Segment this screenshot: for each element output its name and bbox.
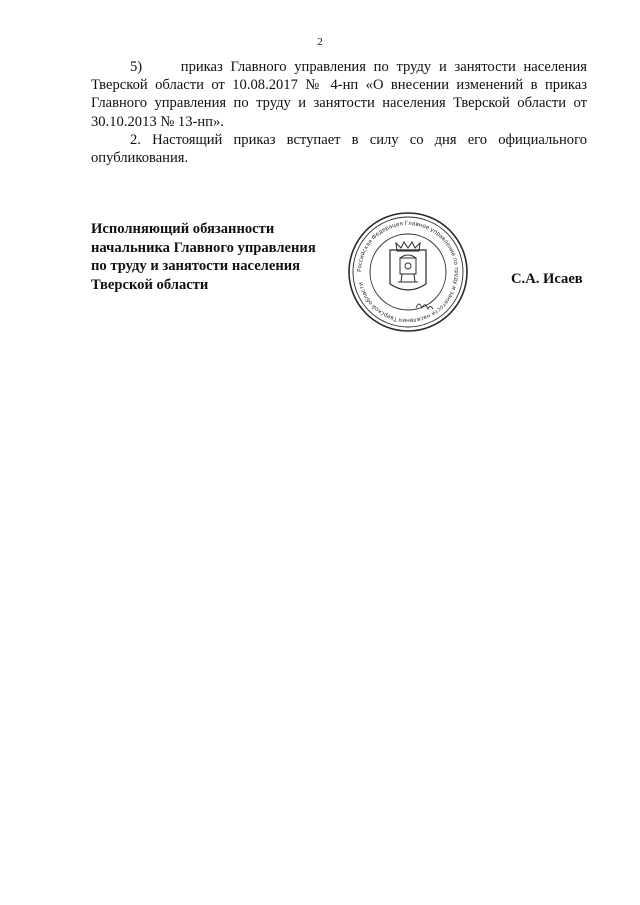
- signatory-position: [91, 220, 316, 294]
- coat-of-arms-icon: [390, 242, 426, 290]
- document-body: [91, 58, 587, 167]
- signer-name: С.А. Исаев: [511, 271, 583, 287]
- page-number: 2: [317, 36, 323, 48]
- position-line: Исполняющий обязанности: [91, 221, 275, 237]
- paragraph-item-5: 5) приказ Главного управления по труду и занятости населения Тверской области от 10.08.2017 № 4-нп «О внесении изменений в приказ Главного управления по труду и занятости населения Тверской области от 30.10.2013 № 13-нп».: [91, 59, 587, 130]
- position-line: Тверской области: [91, 276, 209, 293]
- paragraph-effective-date: 2. Настоящий приказ вступает в силу со дня его официального опубликования.: [91, 131, 587, 167]
- position-line: начальника Главного управления: [91, 239, 316, 256]
- official-seal-icon: [346, 210, 470, 334]
- position-line: по труду и занятости населения: [91, 258, 301, 275]
- seal-ring-text: Российская Федерация Главное управление по труду и занятости населения Тверской области: [356, 220, 460, 324]
